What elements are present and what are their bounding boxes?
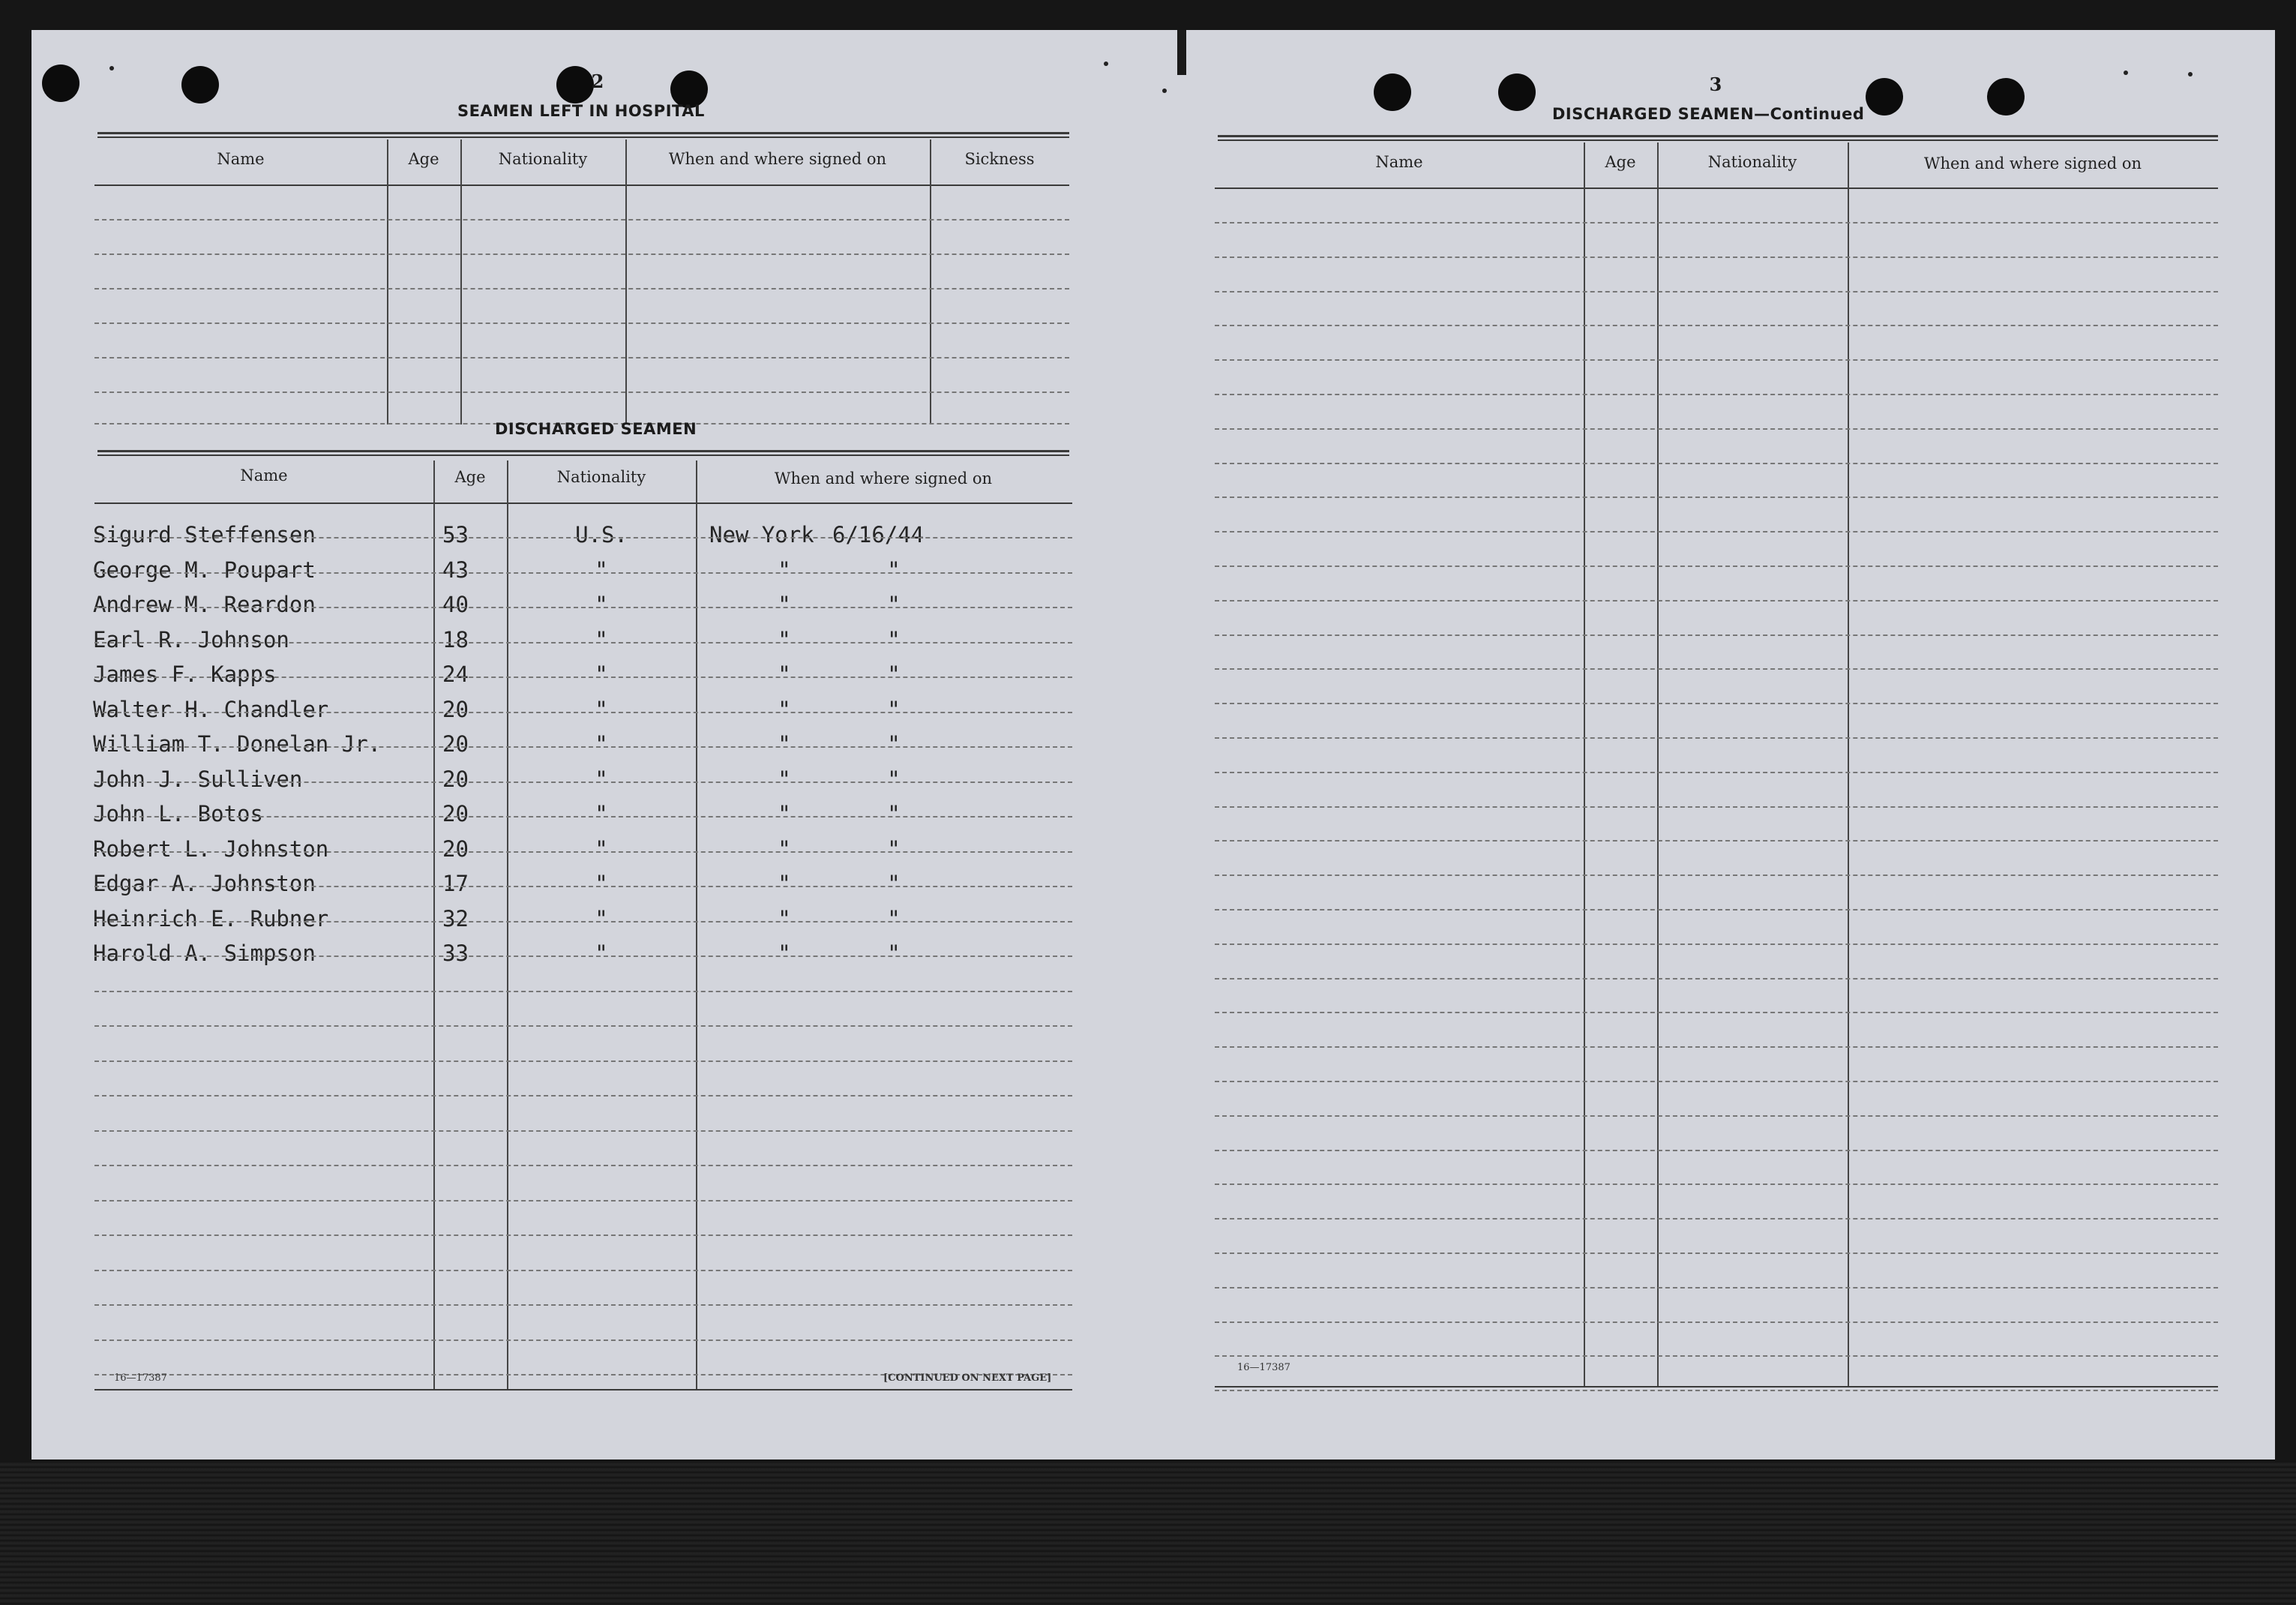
seaman-age: 24 [442,662,469,687]
punch-hole [42,64,79,102]
seaman-name: Harold A. Simpson [93,940,316,966]
row-line [94,746,1072,748]
seaman-name: Edgar A. Johnston [93,871,316,896]
speck [2188,72,2193,76]
row-line [1215,806,2218,808]
row-line [1215,840,2218,842]
signed-on-date: " [887,626,901,652]
signed-on-place: " [778,905,791,932]
column-divider [625,140,627,424]
center-fold [1177,30,1186,75]
hospital-col-signed-on: When and where signed on [668,150,887,168]
signed-on-place: " [778,626,791,652]
signed-on-date: " [887,801,901,826]
row-line [94,886,1072,887]
speck [109,66,114,70]
speck [2124,70,2128,75]
row-line [1215,1184,2218,1185]
row-line [1215,531,2218,532]
discharged-col-nationality: Nationality [556,468,646,486]
bottom-rule [94,1389,1072,1390]
row-line [94,851,1072,853]
seaman-age: 33 [442,940,469,966]
row-line [1215,1322,2218,1323]
seaman-nationality: " [595,801,608,826]
seaman-nationality: " [595,836,608,862]
blank-row-line [94,288,1069,290]
row-line [94,676,1072,678]
row-line [1215,1150,2218,1151]
form-number-left: 16—17387 [114,1372,167,1384]
row-line [94,921,1072,922]
blank-row-line [94,392,1069,393]
seaman-name: Robert L. Johnston [93,836,329,862]
seaman-name: George M. Poupart [93,556,316,583]
row-line [1215,634,2218,636]
right-col-name: Name [1375,153,1423,171]
signed-on-place: " [778,766,791,792]
row-line [1215,256,2218,258]
row-line [94,1304,1072,1306]
signed-on-place: " [778,556,791,583]
column-divider [460,140,462,424]
hospital-col-sickness: Sickness [964,150,1035,168]
seaman-age: 20 [442,801,469,826]
punch-hole [181,66,219,104]
punch-hole [1374,74,1411,111]
double-rule [97,132,1069,138]
page-number-left: 2 [591,70,604,92]
seaman-age: 40 [442,592,469,617]
row-line [94,642,1072,644]
blank-row-line [94,219,1069,220]
row-line [1215,222,2218,224]
row-line [94,607,1072,608]
signed-on-place: " [778,871,791,896]
right-section-title: DISCHARGED SEAMEN—Continued [1552,105,1865,123]
bottom-rule [1215,1386,2218,1388]
row-line [1215,291,2218,292]
discharged-col-signed-on: When and where signed on [774,470,993,488]
row-line [1215,359,2218,361]
seaman-age: 17 [442,871,469,896]
seaman-name: John J. Sulliven [93,766,303,792]
seaman-name: Andrew M. Reardon [93,592,316,617]
row-line [1215,668,2218,670]
row-line [1215,944,2218,945]
seaman-age: 18 [442,626,469,652]
signed-on-date: " [887,662,901,687]
seaman-age: 20 [442,766,469,792]
hospital-section-title: SEAMEN LEFT IN HOSPITAL [457,102,705,120]
seaman-name: John L. Botos [93,801,263,826]
row-line [1215,600,2218,602]
double-rule [97,450,1069,456]
continued-note: [CONTINUED ON NEXT PAGE] [883,1372,1052,1384]
seaman-nationality: " [595,905,608,932]
signed-on-place: " [778,801,791,826]
blank-row-line [94,322,1069,324]
header-rule [94,184,1069,186]
header-rule [1215,188,2218,189]
signed-on-date: " [887,731,901,757]
seaman-nationality: " [595,662,608,687]
signed-on-date: 6/16/44 [832,522,925,548]
column-divider [1657,142,1659,1388]
signed-on-place: New York [709,522,814,548]
row-line [1215,1115,2218,1117]
row-line [94,782,1072,783]
row-line [1215,1081,2218,1082]
seaman-name: William T. Donelan Jr. [93,731,382,757]
right-col-nationality: Nationality [1707,153,1797,171]
speck [1104,62,1108,66]
scan-background [0,1462,2296,1605]
row-line [1215,874,2218,876]
hospital-col-name: Name [217,150,265,168]
signed-on-date: " [887,696,901,722]
row-line [1215,496,2218,498]
seaman-nationality: " [595,940,608,966]
row-line [1215,1287,2218,1288]
seaman-name: Earl R. Johnson [93,626,289,652]
row-line [1215,566,2218,567]
signed-on-place: " [778,662,791,687]
column-divider [507,460,508,1390]
signed-on-date: " [887,766,901,792]
row-line [1215,1046,2218,1048]
header-rule [94,502,1072,504]
row-line [94,1130,1072,1132]
punch-hole [1987,78,2025,116]
signed-on-date: " [887,871,901,896]
seaman-nationality: " [595,766,608,792]
row-line [1215,737,2218,739]
row-line [94,816,1072,818]
seaman-nationality: " [595,556,608,583]
row-line [94,1340,1072,1341]
seaman-nationality: " [595,696,608,722]
row-line [1215,1012,2218,1013]
seaman-age: 32 [442,905,469,932]
signed-on-place: " [778,836,791,862]
row-line [1215,772,2218,773]
signed-on-date: " [887,940,901,966]
seaman-age: 53 [442,522,469,548]
seaman-age: 20 [442,696,469,722]
column-divider [433,460,435,1390]
row-line [94,1200,1072,1202]
right-col-signed-on: When and where signed on [1923,154,2142,172]
document-sheet [31,30,2275,1460]
row-line [94,956,1072,957]
speck [1162,88,1167,93]
row-line [1215,394,2218,395]
punch-hole [1866,78,1903,116]
signed-on-date: " [887,592,901,617]
row-line [1215,428,2218,430]
row-line [94,991,1072,992]
seaman-nationality: " [595,592,608,617]
row-line [94,572,1072,574]
discharged-col-name: Name [240,466,288,484]
blank-row-line [94,357,1069,358]
punch-hole [1498,74,1536,111]
hospital-col-age: Age [408,150,439,168]
row-line [94,1165,1072,1166]
page-number-right: 3 [1709,74,1722,95]
row-line [1215,1218,2218,1220]
signed-on-place: " [778,731,791,757]
row-line [94,1270,1072,1271]
row-line [1215,1390,2218,1391]
row-line [1215,703,2218,704]
seaman-nationality: U.S. [575,522,628,548]
column-divider [1584,142,1585,1388]
seaman-name: James F. Kapps [93,662,277,687]
column-divider [930,140,931,424]
seaman-nationality: " [595,871,608,896]
right-col-age: Age [1605,153,1636,171]
double-rule [1218,135,2218,141]
column-divider [696,460,697,1390]
seaman-age: 20 [442,731,469,757]
row-line [94,1060,1072,1062]
signed-on-date: " [887,905,901,932]
hospital-col-nationality: Nationality [498,150,588,168]
column-divider [1848,142,1849,1388]
seaman-nationality: " [595,731,608,757]
row-line [1215,1252,2218,1254]
signed-on-date: " [887,556,901,583]
signed-on-place: " [778,592,791,617]
signed-on-place: " [778,940,791,966]
discharged-col-age: Age [454,468,486,486]
signed-on-date: " [887,836,901,862]
seaman-age: 43 [442,556,469,583]
row-line [1215,978,2218,980]
seaman-nationality: " [595,626,608,652]
seaman-name: Walter H. Chandler [93,696,329,722]
form-number-right: 16—17387 [1237,1362,1290,1373]
blank-row-line [94,254,1069,255]
row-line [94,712,1072,713]
discharged-section-title: DISCHARGED SEAMEN [495,420,697,438]
seaman-age: 20 [442,836,469,862]
row-line [1215,1355,2218,1357]
row-line [94,1234,1072,1236]
row-line [94,1025,1072,1027]
row-line [1215,325,2218,326]
seaman-name: Sigurd Steffensen [93,522,316,548]
row-line [94,537,1072,538]
row-line [1215,909,2218,910]
column-divider [387,140,388,424]
row-line [94,1095,1072,1096]
seaman-name: Heinrich E. Rubner [93,905,329,932]
signed-on-place: " [778,696,791,722]
row-line [1215,463,2218,464]
